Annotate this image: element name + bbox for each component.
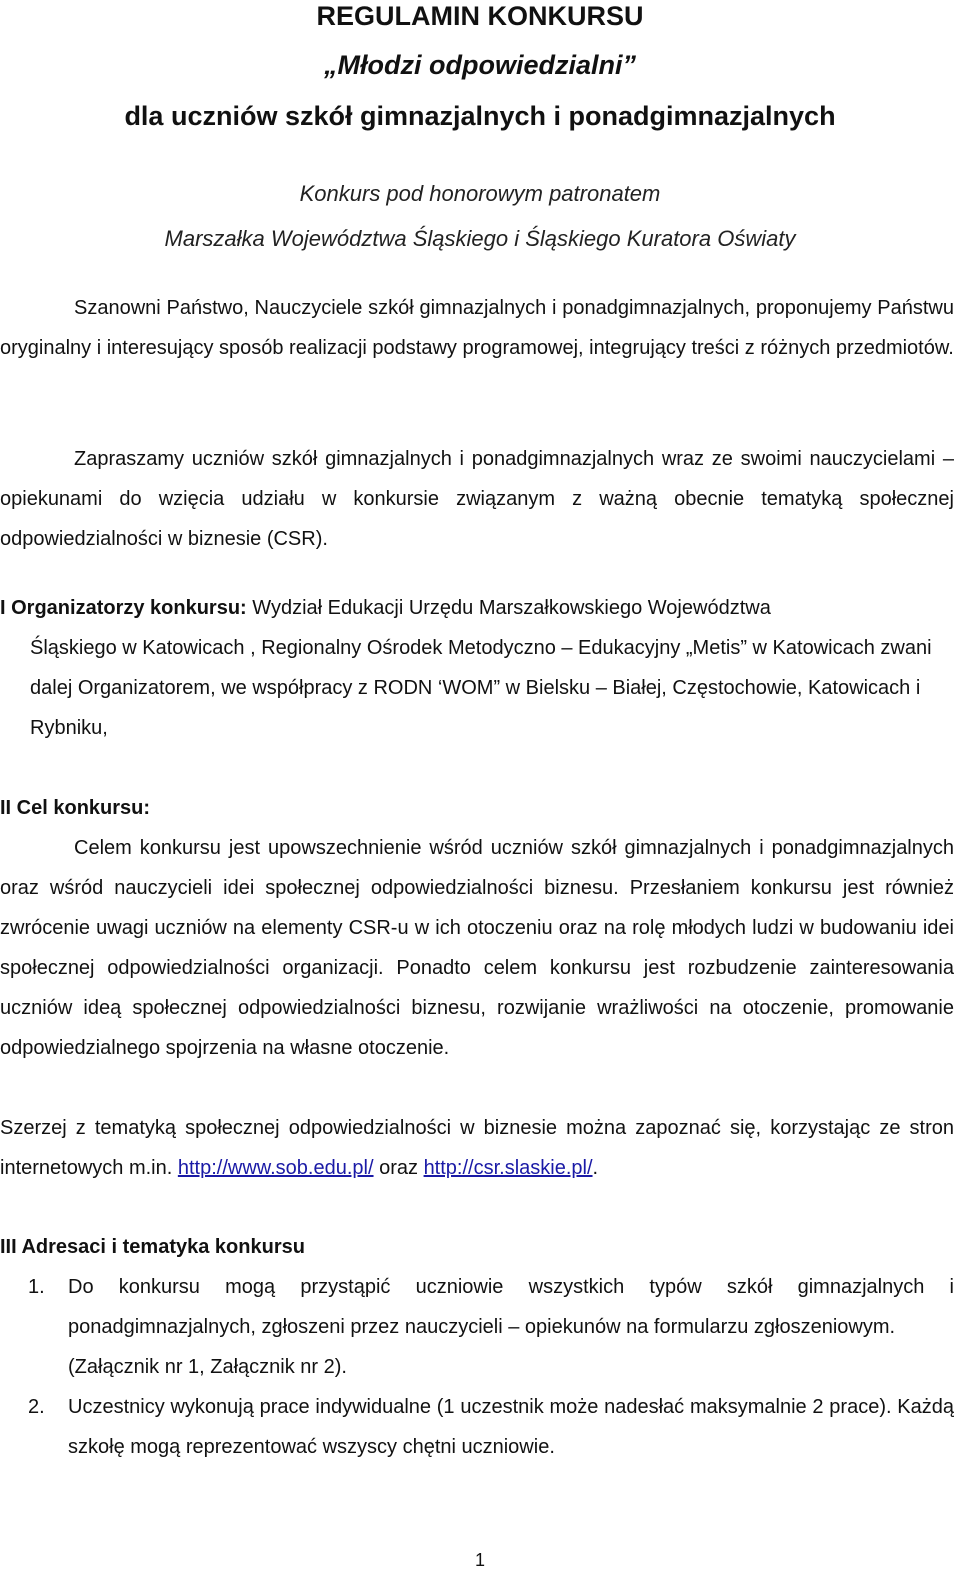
list-item-text: Uczestnicy wykonują prace indywidualne (1 uczestnik może nadesłać maksymalnie 2 prace). Każdą szkołę mogą reprezentować wszyscy chętni uczniowie. [68,1396,954,1458]
section-goal-links-paragraph [0,1108,954,1188]
links-end: . [592,1157,599,1179]
section-organizers-text-line1: Wydział Edukacji Urzędu Marszałkowskiego Województwa [246,597,771,619]
section-goal-heading: II Cel konkursu: [0,797,151,819]
section-recipients-list [0,1267,954,1467]
patronage-line-1: Konkurs pod honorowym patronatem [299,181,661,206]
contest-audience: dla uczniów szkół gimnazjalnych i ponadgimnazjalnych [124,101,836,131]
document-title: REGULAMIN KONKURSU [316,1,644,31]
list-item-number: 2. [28,1396,45,1418]
section-organizers-text: Śląskiego w Katowicach , Regionalny Ośrodek Metodyczno – Edukacyjny „Metis” w Katowicach zwani dalej Organizatorem, we współpracy z RODN ‘WOM” w Bielsku – Białej, Częstochowie, Katowicach i Rybniku, [30,637,932,739]
intro-paragraph-2: Zapraszamy uczniów szkół gimnazjalnych i ponadgimnazjalnych wraz ze swoimi nauczycielami – opiekunami do wzięcia udziału w konkursie związanym z ważną obecnie tematyką społecznej odpowiedzialności w biznesie (CSR). [0,448,954,550]
list-item-note: (Załącznik nr 1, Załącznik nr 2). [68,1356,347,1378]
contest-name: „Młodzi odpowiedzialni” [324,50,636,80]
list-item-number: 1. [28,1276,45,1298]
list-item [0,1387,954,1467]
section-organizers-heading: I Organizatorzy konkursu: [0,597,247,619]
links-join: oraz [373,1157,424,1179]
section-recipients-heading: III Adresaci i tematyka konkursu [0,1236,305,1258]
patronage-line-2: Marszałka Województwa Śląskiego i Śląskiego Kuratora Oświaty [164,226,796,251]
section-goal-paragraph: Celem konkursu jest upowszechnienie wśród uczniów szkół gimnazjalnych i ponadgimnazjalnych oraz wśród nauczycieli idei społecznej odpowiedzialności biznesu. Przesłaniem konkursu jest również zwrócenie uwagi uczniów na elementy CSR-u w ich otoczeniu oraz na rolę młodych ludzi w budowaniu idei społecznej odpowiedzialności organizacji. Ponadto celem konkursu jest rozbudzenie zainteresowania uczniów ideą społecznej odpowiedzialności biznesu, rozwijanie wrażliwości na otoczenie, promowanie odpowiedzialnego spojrzenia na własne otoczenie. [0,837,954,1059]
link-sob-edu[interactable]: http://www.sob.edu.pl/ [177,1157,374,1179]
section-goal-links-text: Szerzej z tematyką społecznej odpowiedzialności w biznesie można zapoznać się, korzystając ze stron internetowych m.in. [0,1117,954,1179]
list-item [0,1267,954,1387]
link-csr-slaskie[interactable]: http://csr.slaskie.pl/ [423,1157,593,1179]
list-item-text: Do konkursu mogą przystąpić uczniowie wszystkich typów szkół gimnazjalnych i ponadgimnazjalnych, zgłoszeni przez nauczycieli – opiekunów na formularzu zgłoszeniowym. [68,1276,954,1338]
page-number: 1 [474,1550,485,1570]
section-organizers [0,588,954,628]
intro-paragraph-1: Szanowni Państwo, Nauczyciele szkół gimnazjalnych i ponadgimnazjalnych, proponujemy Państwu oryginalny i interesujący sposób realizacji podstawy programowej, integrujący treści z różnych przedmiotów. [0,297,954,359]
